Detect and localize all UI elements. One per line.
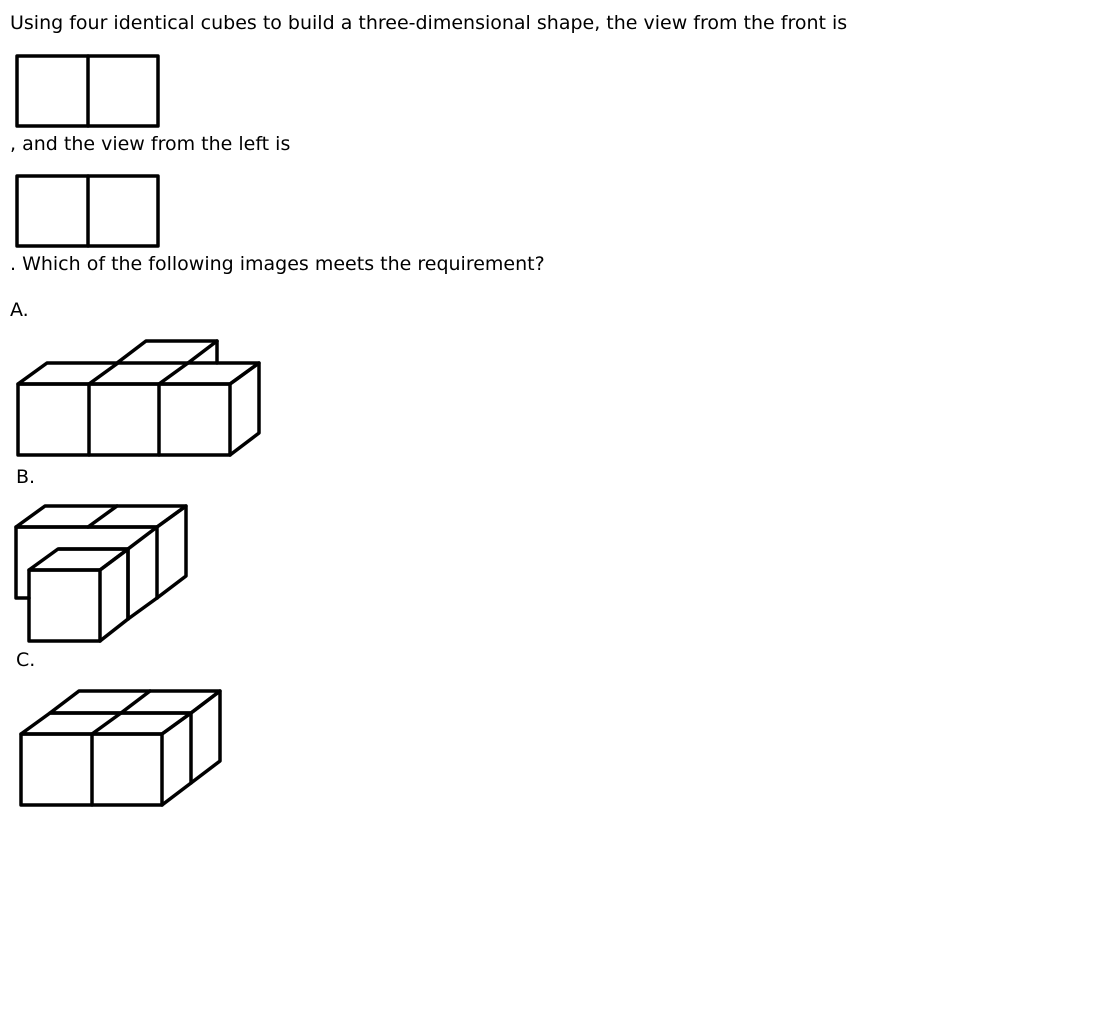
option-c-label: C. xyxy=(16,649,36,671)
option-a-label: A. xyxy=(10,299,29,321)
question-end: . Which of the following images meets the requirement? xyxy=(10,253,545,275)
question-mid: , and the view from the left is xyxy=(10,133,291,155)
question-intro: Using four identical cubes to build a three-dimensional shape, the view from the front is xyxy=(10,12,848,34)
option-b-label: B. xyxy=(16,466,36,488)
